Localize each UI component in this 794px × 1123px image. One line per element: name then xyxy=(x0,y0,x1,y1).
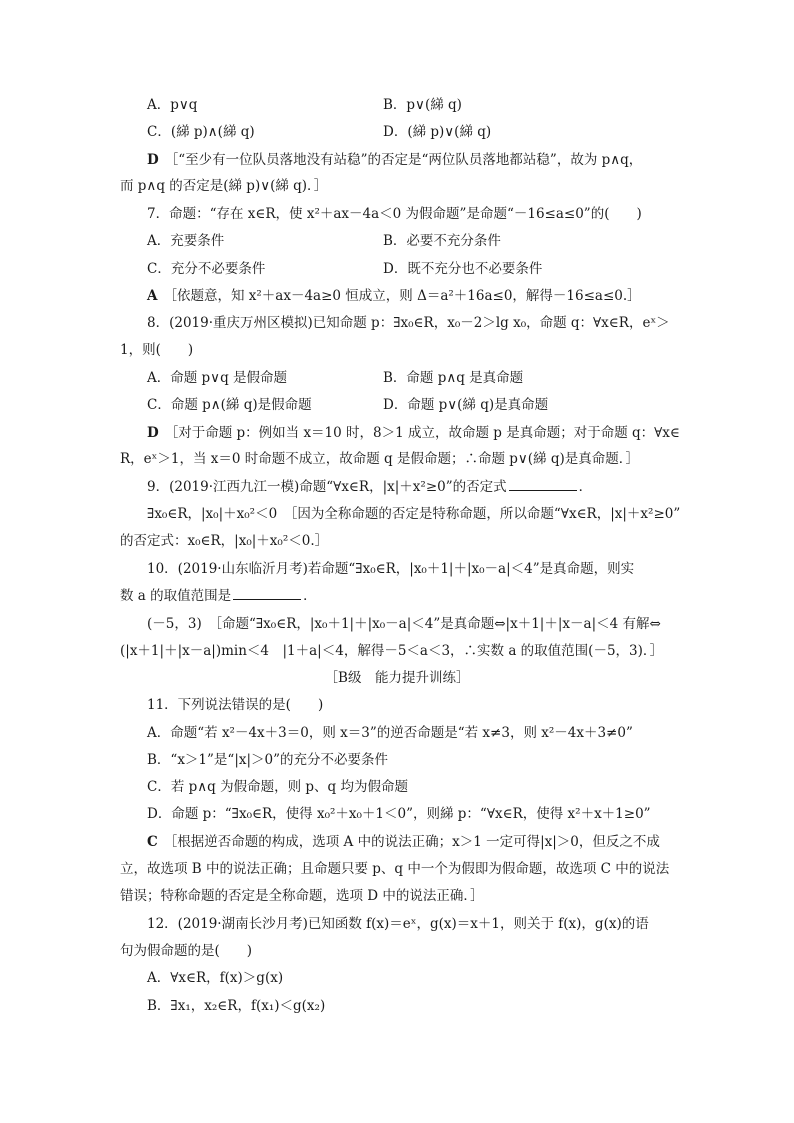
question-end: ． xyxy=(578,479,593,495)
explanation-text: ［根据逆否命题的构成，选项 A 中的说法正确；x＞1 一定可得|x|＞0，但反之不成 xyxy=(163,834,660,850)
option-b-line: B．p∨(綈 q) xyxy=(383,97,462,113)
option-b-line: B．∃x₁，x₂∈R，f(x₁)＜g(x₂) xyxy=(147,998,326,1014)
option-b-line: B．命题 p∧q 是真命题 xyxy=(383,370,524,386)
answer-blank xyxy=(233,587,301,600)
question-text: 9．(2019·江西九江一模)命题“∀x∈R，|x|＋x²≥0”的否定式 xyxy=(147,479,507,495)
option-b-line: B．必要不充分条件 xyxy=(383,233,501,249)
explanation-text: ［“至少有一位队员落地没有站稳”的否定是“两位队员落地都站稳”，故为 p∧q， xyxy=(164,152,643,168)
explanation-continued: R，eˣ＞1，当 x＝0 时命题不成立，故命题 q 是假命题；∴命题 p∨(綈 q)是真命题．］ xyxy=(120,451,640,467)
answer-explanation-line: (－5，3) ［命题“∃x₀∈R，|x₀＋1|＋|x₀－a|＜4”是真命题⇔|x＋1|＋|x－a|＜4 有解⇔ xyxy=(147,616,661,632)
question-11-stem: 11．下列说法错误的是( ) xyxy=(147,697,324,713)
section-heading: ［B级 能力提升训练］ xyxy=(324,670,470,686)
option-d-line: D．既不充分也不必要条件 xyxy=(383,261,543,277)
answer-explanation-line xyxy=(147,424,680,442)
explanation-continued: 错误；特称命题的否定是全称命题，选项 D 中的说法正确．］ xyxy=(120,888,484,904)
answer-letter: A xyxy=(147,288,158,304)
explanation-text: ［对于命题 p：例如当 x＝10 时，8＞1 成立，故命题 p 是真命题；对于命题 q：∀x∈ xyxy=(164,425,680,441)
explanation-continued: (|x＋1|＋|x－a|)min＜4 |1＋a|＜4，解得－5＜a＜3，∴实数 a 的取值范围(－5，3)．］ xyxy=(120,643,664,659)
question-end: ． xyxy=(303,588,317,604)
option-a-line: A．p∨q xyxy=(147,97,198,113)
option-d-line: D．命题 p∨(綈 q)是真命题 xyxy=(383,397,549,413)
explanation-continued: 的否定式：x₀∈R，|x₀|＋x₀²＜0.］ xyxy=(120,533,329,549)
option-b-line: B．“x＞1”是“|x|＞0”的充分不必要条件 xyxy=(147,752,389,768)
option-a-line: A．命题“若 x²－4x＋3＝0，则 x＝3”的逆否命题是“若 x≠3，则 x²－4x＋3≠0” xyxy=(147,725,633,741)
question-9-stem xyxy=(147,478,592,496)
option-d-line: D．命题 p：“∃x₀∈R，使得 x₀²＋x₀＋1＜0”，则綈 p：“∀x∈R，使得 x²＋x＋1≥0” xyxy=(147,806,651,822)
question-text: 数 a 的取值范围是 xyxy=(120,588,232,604)
answer-letter: D xyxy=(147,425,159,441)
explanation-continued: 立，故选项 B 中的说法正确；且命题只要 p、q 中一个为假即为假命题，故选项 C 中的说法 xyxy=(120,861,670,877)
answer-explanation-line xyxy=(147,287,641,305)
explanation-text: ［依题意，知 x²＋ax－4a≥0 恒成立，则 Δ＝a²＋16a≤0，解得－16≤a≤0.］ xyxy=(163,288,641,304)
answer-letter: C xyxy=(147,834,158,850)
option-a-line: A．命题 p∨q 是假命题 xyxy=(147,370,287,386)
option-a-line: A．充要条件 xyxy=(147,233,225,249)
answer-blank xyxy=(509,478,577,491)
option-c-line: C．若 p∧q 为假命题，则 p、q 均为假命题 xyxy=(147,779,408,795)
option-c-line: C．命题 p∧(綈 q)是假命题 xyxy=(147,397,312,413)
question-8-stem-continued: 1，则( ) xyxy=(120,342,194,358)
answer-letter: D xyxy=(147,152,159,168)
question-12-stem-continued: 句为假命题的是( ) xyxy=(120,943,253,959)
question-8-stem: 8．(2019·重庆万州区模拟)已知命题 p：∃x₀∈R，x₀－2＞lg x₀，命题 q：∀x∈R，eˣ＞ xyxy=(147,315,670,331)
option-c-line: C．充分不必要条件 xyxy=(147,261,266,277)
question-7-stem: 7．命题：“存在 x∈R，使 x²＋ax－4a＜0 为假命题”是命题“－16≤a≤0”的( ) xyxy=(147,206,642,222)
answer-explanation-line xyxy=(147,833,660,851)
answer-explanation-line xyxy=(147,151,642,169)
option-d-line: D．(綈 p)∨(綈 q) xyxy=(383,124,492,140)
answer-explanation-line: ∃x₀∈R，|x₀|＋x₀²＜0 ［因为全称命题的否定是特称命题，所以命题“∀x∈R，|x|＋x²≥0” xyxy=(147,506,681,522)
question-10-stem: 10．(2019·山东临沂月考)若命题“∃x₀∈R，|x₀＋1|＋|x₀－a|＜4”是真命题，则实 xyxy=(147,561,635,577)
option-a-line: A．∀x∈R，f(x)＞g(x) xyxy=(147,970,284,986)
explanation-continued: 而 p∧q 的否定是(綈 p)∨(綈 q)．］ xyxy=(120,178,328,194)
question-10-stem-continued xyxy=(120,587,317,605)
question-12-stem: 12．(2019·湖南长沙月考)已知函数 f(x)＝eˣ，g(x)＝x＋1，则关于 f(x)，g(x)的语 xyxy=(147,916,649,932)
option-c-line: C．(綈 p)∧(綈 q) xyxy=(147,124,255,140)
